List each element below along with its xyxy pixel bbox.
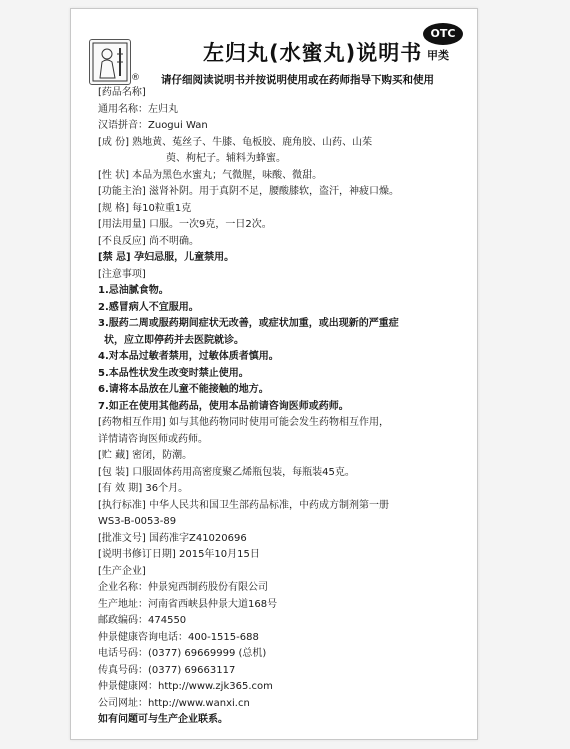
- precaution-item: 5.本品性状发生改变时禁止使用。: [98, 367, 249, 379]
- fax-number: 传真号码：(0377) 69663117: [98, 664, 236, 676]
- drug-name-header: [药品名称]: [98, 87, 146, 98]
- otc-badge: OTC: [423, 23, 463, 45]
- dosage: [用法用量] 口服。一次9克，一日2次。: [98, 219, 272, 230]
- document-title: 左归丸(水蜜丸)说明书: [203, 41, 423, 65]
- company-website: 公司网址：http://www.wanxi.cn: [98, 697, 250, 709]
- indications: [功能主治] 滋肾补阴。用于真阴不足，腰酸膝软，盗汗，神疲口燥。: [98, 186, 399, 197]
- pinyin-name: 汉语拼音：Zuogui Wan: [98, 120, 208, 131]
- precaution-item: 1.忌油腻食物。: [98, 285, 169, 296]
- standard-line-1: [执行标准] 中华人民共和国卫生部药品标准，中药成方制剂第一册: [98, 499, 389, 511]
- interactions-line-2: 详情请咨询医师或药师。: [98, 433, 208, 445]
- health-hotline: 仲景健康咨询电话：400-1515-688: [98, 631, 259, 643]
- precaution-item: 6.请将本品放在儿童不能接触的地方。: [98, 384, 269, 395]
- precaution-item: 4.对本品过敏者禁用，过敏体质者慎用。: [98, 351, 279, 362]
- ingredients-line-2: 萸、枸杞子。辅料为蜂蜜。: [166, 153, 286, 164]
- postcode: 邮政编码：474550: [98, 615, 187, 626]
- storage: [贮 藏] 密闭，防潮。: [98, 450, 193, 461]
- otc-category: 甲类: [427, 49, 449, 62]
- company-logo-icon: [89, 39, 131, 85]
- company-name: 企业名称：仲景宛西制药股份有限公司: [98, 582, 268, 593]
- manufacturer-header: [生产企业]: [98, 565, 146, 577]
- generic-name: 通用名称：左归丸: [98, 103, 178, 115]
- precautions-header: [注意事项]: [98, 268, 146, 280]
- footer-note: 如有问题可与生产企业联系。: [98, 714, 228, 725]
- interactions-line-1: [药物相互作用] 如与其他药物同时使用可能会发生药物相互作用，: [98, 417, 389, 428]
- reading-notice: 请仔细阅读说明书并按说明使用或在药师指导下购买和使用: [161, 74, 434, 86]
- phone-number: 电话号码：(0377) 69669999 (总机): [98, 648, 267, 659]
- appearance: [性 状] 本品为黑色水蜜丸；气微腥，味酸、微甜。: [98, 169, 323, 181]
- approval-number: [批准文号] 国药准字Z41020696: [98, 532, 247, 544]
- specification: [规 格] 每10粒重1克: [98, 202, 192, 214]
- precaution-item: 7.如正在使用其他药品，使用本品前请咨询医师或药师。: [98, 400, 349, 412]
- precaution-item: 状，应立即停药并去医院就诊。: [104, 334, 244, 346]
- standard-line-2: WS3-B-0053-89: [98, 516, 177, 527]
- ingredients-line-1: [成 份] 熟地黄、菟丝子、牛膝、龟板胶、鹿角胶、山药、山茱: [98, 136, 373, 148]
- health-website: 仲景健康网：http://www.zjk365.com: [98, 681, 273, 692]
- contraindications: [禁 忌] 孕妇忌服，儿童禁用。: [98, 252, 235, 263]
- precaution-item: 2.感冒病人不宜服用。: [98, 301, 199, 313]
- package: [包 装] 口服固体药用高密度聚乙烯瓶包装，每瓶装45克。: [98, 466, 355, 478]
- precaution-item: 3.服药二周或服药期间症状无改善，或症状加重，或出现新的严重症: [98, 318, 399, 329]
- registered-mark: ®: [131, 73, 140, 83]
- revision-date: [说明书修订日期] 2015年10月15日: [98, 549, 260, 560]
- adverse-reactions: [不良反应] 尚不明确。: [98, 235, 199, 247]
- leaflet-body: [98, 85, 458, 729]
- validity: [有 效 期] 36个月。: [98, 483, 189, 494]
- company-address: 生产地址：河南省西峡县仲景大道168号: [98, 598, 278, 610]
